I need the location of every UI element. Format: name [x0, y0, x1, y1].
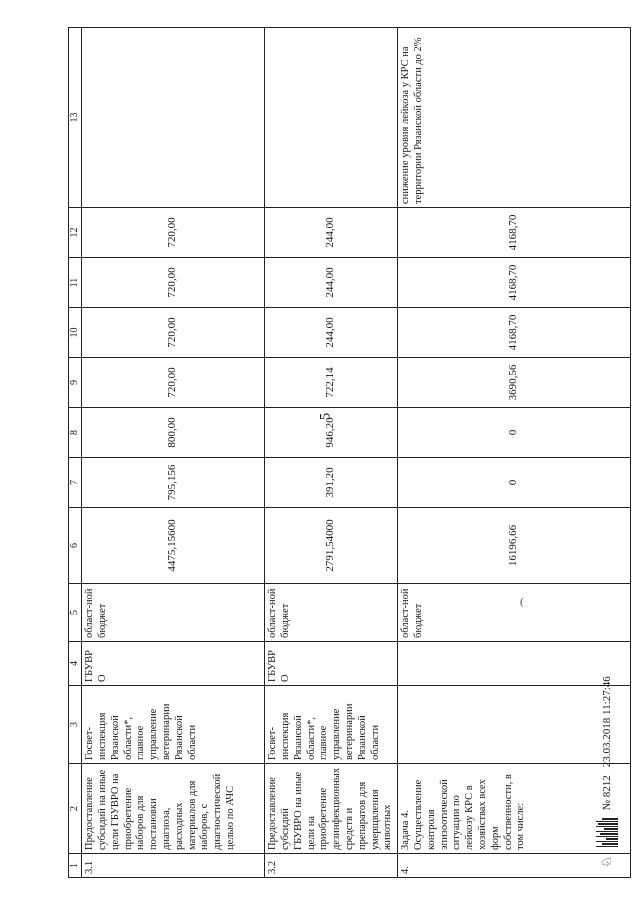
- table-row: [82, 28, 265, 878]
- header-col-7: 7: [69, 458, 82, 508]
- rotated-table-container: [68, 28, 631, 878]
- row-value-col11: 244,00: [265, 258, 398, 308]
- row-executor: Госвет-инспекция Рязанской области*, главное управление ветеринарии Рязанской области: [82, 686, 265, 764]
- row-measure-name: Задача 4. Осуществление контроля эпизоотической ситуации по лейкозу КРС в хозяйствах всех форм собственности, в том числе:: [398, 764, 631, 854]
- row-value-col7: 391,20: [265, 458, 398, 508]
- row-executor: Госвет-инспекция Рязанской области*, главное управление ветеринарии Рязанской области: [265, 686, 398, 764]
- row-total: 2791,54000: [265, 508, 398, 584]
- header-col-11: 11: [69, 258, 82, 308]
- document-number: № 8212: [601, 775, 613, 811]
- row-value-col10: 244,00: [265, 308, 398, 358]
- header-row: [69, 28, 82, 878]
- row-expected-result: [265, 28, 398, 208]
- header-col-10: 10: [69, 308, 82, 358]
- row-value-col9: 722,14: [265, 358, 398, 408]
- row-value-col11: 720,00: [82, 258, 265, 308]
- row-value-col9: 720,00: [82, 358, 265, 408]
- row-value-col8: 800,00: [82, 408, 265, 458]
- row-number: 3.2: [265, 854, 398, 878]
- header-col-4: 4: [69, 642, 82, 686]
- row-expected-result: снижение уровня лейкоза у КРС на территории Рязанской области до 2%: [398, 28, 631, 208]
- row-measure-name: Предоставление субсидий на иные цели ГБУВРО на приобретение наборов для постановки диагноза, расходных материалов для наборов, с диагностической целью по АЧС: [82, 764, 265, 854]
- header-col-9: 9: [69, 358, 82, 408]
- row-total: 16196,66: [398, 508, 631, 584]
- header-col-6: 6: [69, 508, 82, 584]
- row-funding-source: област-ной бюджет: [398, 584, 631, 642]
- row-value-col10: 4168,70: [398, 308, 631, 358]
- table-row: [265, 28, 398, 878]
- row-value-col8: 0: [398, 408, 631, 458]
- row-value-col7: 795,156: [82, 458, 265, 508]
- page-mark: (: [520, 596, 524, 608]
- row-number: 4.: [398, 854, 631, 878]
- emblem-icon: ♘: [599, 855, 615, 868]
- row-value-col8: 946,20: [265, 408, 398, 458]
- row-value-col7: 0: [398, 458, 631, 508]
- document-footer: [596, 676, 618, 868]
- row-recipient: ГБУВРО: [265, 642, 398, 686]
- row-value-col12: 720,00: [82, 208, 265, 258]
- row-value-col9: 3690,56: [398, 358, 631, 408]
- row-number: 3.1: [82, 854, 265, 878]
- header-col-5: 5: [69, 584, 82, 642]
- row-value-col10: 720,00: [82, 308, 265, 358]
- budget-table: [68, 27, 631, 878]
- page-number: 5: [317, 412, 334, 421]
- row-funding-source: област-ной бюджет: [265, 584, 398, 642]
- header-col-12: 12: [69, 208, 82, 258]
- row-value-col12: 244,00: [265, 208, 398, 258]
- row-value-col12: 4168,70: [398, 208, 631, 258]
- header-col-3: 3: [69, 686, 82, 764]
- header-col-13: 13: [69, 28, 82, 208]
- row-funding-source: област-ной бюджет: [82, 584, 265, 642]
- row-total: 4475,15600: [82, 508, 265, 584]
- document-timestamp: 23.03.2018 11:27:46: [601, 676, 613, 768]
- header-col-1: 1: [69, 854, 82, 878]
- row-recipient: ГБУВРО: [82, 642, 265, 686]
- header-col-8: 8: [69, 408, 82, 458]
- barcode-icon: [596, 818, 618, 847]
- header-col-2: 2: [69, 764, 82, 854]
- row-value-col11: 4168,70: [398, 258, 631, 308]
- row-measure-name: Предоставление субсидий ГБУВРО на иные цели на приобретение дезинфекционных средств и препаратов для умерщвления животных: [265, 764, 398, 854]
- row-expected-result: [82, 28, 265, 208]
